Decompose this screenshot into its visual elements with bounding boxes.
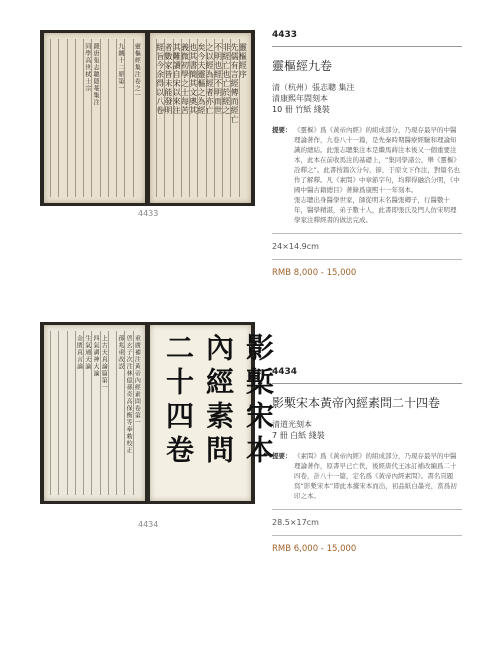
meta-line: 清道光刻本 <box>272 420 312 429</box>
column-text: 義微初學之士每苦 <box>180 43 190 115</box>
column-text: 矣今夫靈樞之為經 <box>197 43 207 115</box>
divider <box>272 509 462 510</box>
text-column <box>163 39 173 197</box>
lot-number: 4434 <box>272 367 462 384</box>
text-column <box>116 331 122 495</box>
text-column <box>91 331 100 495</box>
column-text: 靈樞經序 <box>238 43 248 79</box>
divider <box>272 233 462 234</box>
lot-title: 靈樞經九卷 <box>272 59 333 73</box>
column-text: 金匱真言論 <box>75 335 83 370</box>
note-label: 提要： <box>272 452 292 460</box>
lot-info <box>272 367 462 554</box>
text-column <box>172 39 182 197</box>
lot-dimensions: 24×14.9cm <box>272 242 319 251</box>
note-body <box>294 451 462 501</box>
text-column <box>197 39 207 197</box>
text-column <box>230 39 240 197</box>
text-column <box>124 39 130 197</box>
column-text: 啓玄子次注林億孫奇高保衡等奉勅校正 <box>125 335 133 454</box>
text-column <box>75 331 81 495</box>
note-paragraph: 《靈樞》爲《黃帝內經》的組成部分，乃現存最早的中醫理論著作，九卷八十一篇，是先秦時期醫療經驗和理論知識的總結。此張志聰集注本是繼馬蒔注本後又一個重要注本，此本在前收馬注的基礎上，“集同學諸公，舉《靈樞》詮釋之”。此書按篇次分句、節，于原文下作注，對篇名也作了解釋。凡《素問》中章節字句，均釋得融洽分明，《中國中醫古籍總目》著錄爲康熙十一年刻本。 <box>294 126 460 194</box>
column-text: 四氣調神大論 <box>92 335 100 377</box>
column-text: 靈樞經集注卷之一 <box>133 43 141 99</box>
seal-column: 影槧宋本 <box>242 333 275 469</box>
meta-line: 7 冊 白紙 綫裝 <box>272 431 325 440</box>
text-column <box>188 39 198 197</box>
column-text: 錢唐張志聰隱菴集注 <box>92 43 100 106</box>
note-paragraph: 《素問》爲《黃帝內經》的組成部分，乃現存最早的中醫理論著作，原書早已亡佚，後經唐代王冰訂補改編爲二十四卷，計八十一篇，定名爲《黃帝內經素問》。書名頁題寫“影槧宋本”即此本據宋本而出，初品紙白墨亮，當爲初印之本。 <box>294 452 457 500</box>
text-column <box>50 39 56 197</box>
lot-note <box>272 125 462 225</box>
text-column <box>50 331 56 495</box>
divider <box>272 535 462 536</box>
lot-dimensions: 28.5×17cm <box>272 518 319 527</box>
column-text: 先儒有言經傳而經亡 <box>230 43 240 124</box>
lot-number: 4433 <box>272 30 462 47</box>
book-page-left <box>44 33 145 203</box>
text-column <box>100 39 106 197</box>
text-column <box>58 39 64 197</box>
column-text: 生氣通天論 <box>83 335 91 370</box>
lot-info <box>272 30 462 278</box>
text-columns <box>50 39 139 197</box>
column-text: 之以經為經者亦亡 <box>205 43 215 115</box>
lot-4434 <box>0 322 480 642</box>
text-column <box>100 331 106 495</box>
text-column <box>133 39 139 197</box>
text-column <box>155 39 165 197</box>
image-caption: 4433 <box>138 209 159 218</box>
book-page-right <box>150 33 251 203</box>
note-label: 提要： <box>272 126 292 134</box>
lot-estimate: RMB 6,000 - 15,000 <box>272 544 357 554</box>
column-text: 九鍼十二原第一 <box>116 43 124 92</box>
text-columns <box>50 331 139 495</box>
text-column <box>108 39 114 197</box>
text-column <box>58 331 64 495</box>
column-text: 重廣補注黃帝內經素問卷第一 <box>133 335 141 426</box>
column-text: 不明也經不明而世 <box>213 43 223 115</box>
column-text: 孫兆重改誤 <box>116 335 124 370</box>
text-column <box>83 331 89 495</box>
book-page-left <box>44 325 145 501</box>
column-text: 上古天真論篇第一 <box>100 335 108 391</box>
image-caption: 4434 <box>138 520 159 529</box>
seal-column: 二十四卷 <box>162 333 195 469</box>
lot-4433 <box>0 0 480 300</box>
column-text: 也其書簡其文奧其 <box>188 43 198 115</box>
text-column <box>133 331 139 495</box>
lot-note <box>272 451 462 501</box>
book-page-right <box>150 325 275 501</box>
lot-meta <box>272 419 462 441</box>
text-column <box>67 331 73 495</box>
title-page-seal-text <box>158 333 275 493</box>
divider <box>272 259 462 260</box>
column-text: 其難讀自宋以來注 <box>172 43 182 115</box>
text-column <box>124 331 133 495</box>
text-column <box>205 39 215 197</box>
text-column <box>180 39 190 197</box>
text-column <box>67 39 73 197</box>
text-column <box>75 39 81 197</box>
text-column <box>213 39 223 197</box>
column-text: 同學高世栻士宗 <box>83 43 91 92</box>
meta-line: 10 冊 竹紙 綫裝 <box>272 105 330 114</box>
column-text: 者數家皆未能發明 <box>163 43 173 115</box>
book-photo[interactable] <box>40 30 255 206</box>
column-text: 非經亡也亡於經之 <box>221 43 231 115</box>
text-column <box>83 39 89 197</box>
lot-title: 影槧宋本黃帝內經素問二十四卷 <box>272 396 441 410</box>
lot-meta <box>272 82 462 115</box>
note-body <box>294 125 462 225</box>
text-column <box>238 39 248 197</box>
lot-estimate: RMB 8,000 - 15,000 <box>272 268 357 278</box>
note-paragraph: 張志聰出身醫學世家，師從明末名醫張卿子，行醫數十年，醫學精湛，弟子數十人，此書即張氏及門人仿宋明理學家注釋經書的做法完成。 <box>294 196 457 224</box>
seal-column: 內經素問 <box>202 333 235 469</box>
text-column <box>116 39 122 197</box>
text-column <box>91 39 100 197</box>
meta-line: 清康熙年間刻本 <box>272 94 328 103</box>
text-column <box>108 331 114 495</box>
meta-line: 清（杭州）張志聰 集注 <box>272 83 355 92</box>
column-text: 經旨今余得以八卷 <box>155 43 165 115</box>
text-column <box>221 39 231 197</box>
text-columns <box>155 39 248 197</box>
book-photo[interactable] <box>40 322 275 504</box>
